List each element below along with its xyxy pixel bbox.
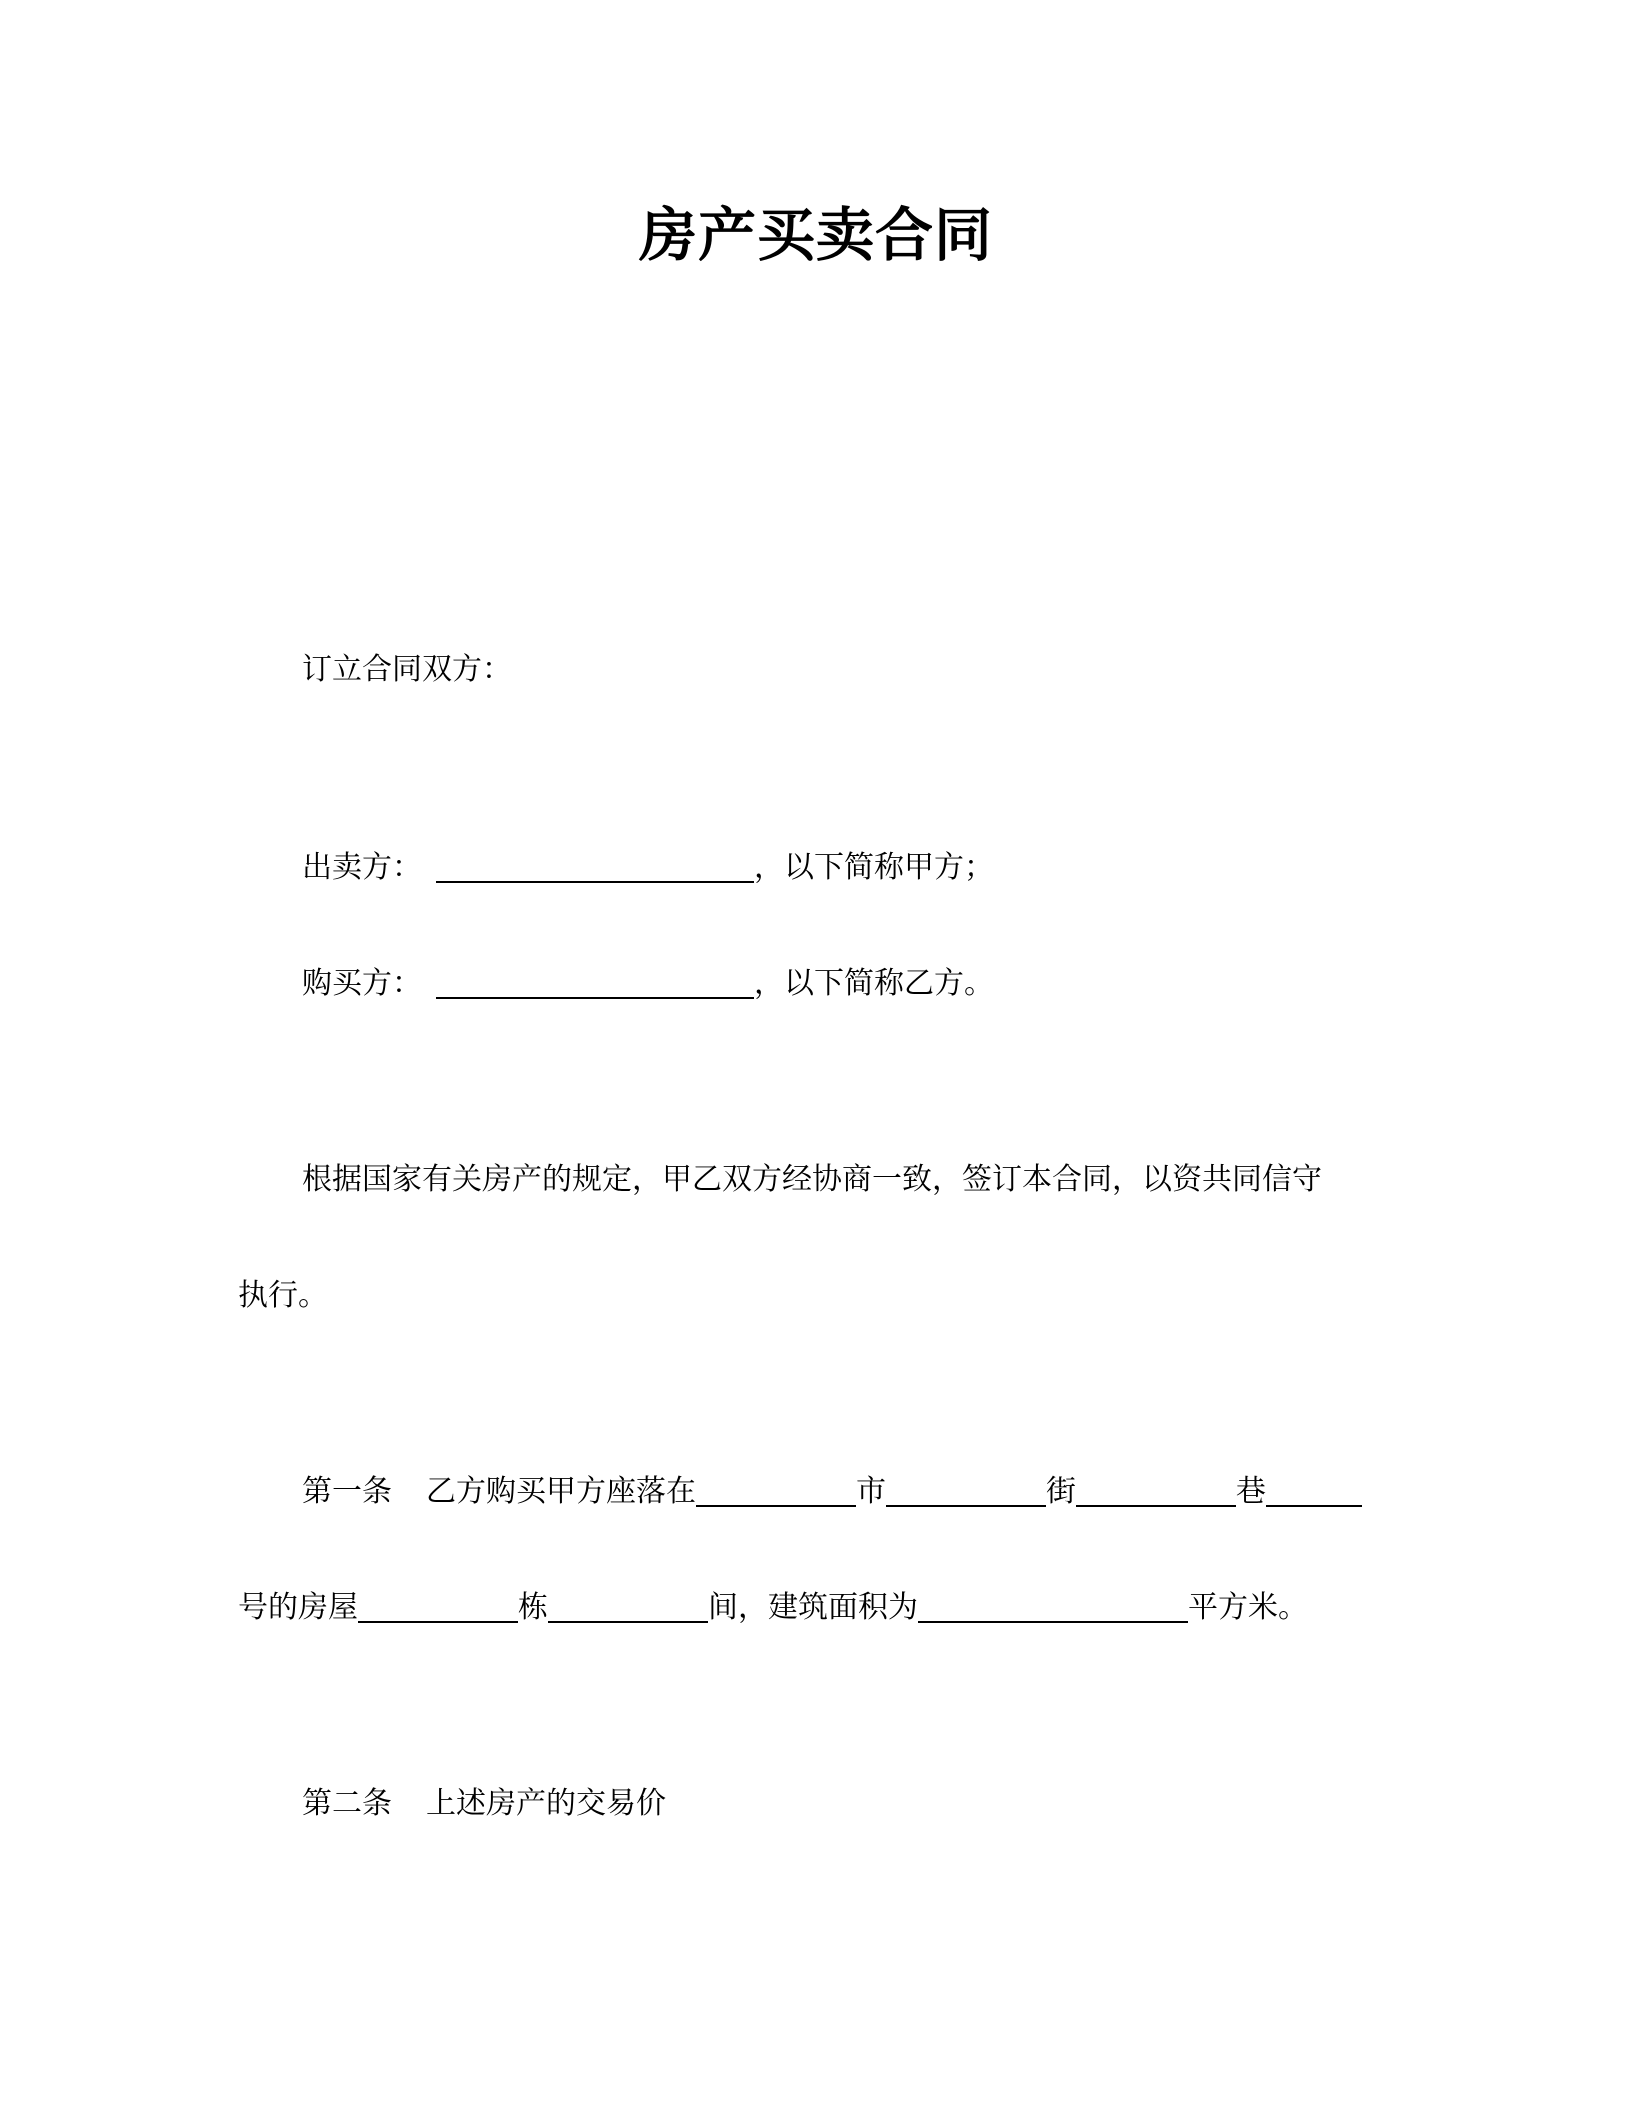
room-blank (548, 1587, 708, 1623)
lane-label: 巷 (1236, 1474, 1266, 1509)
seller-line (302, 846, 994, 890)
building-label: 栋 (518, 1590, 548, 1625)
city-label: 市 (856, 1474, 886, 1509)
article-1-line-2 (238, 1586, 1308, 1630)
article-2-line (302, 1782, 666, 1826)
article-2-heading: 第二条 (302, 1786, 392, 1821)
preamble-line-2: 执行。 (238, 1278, 328, 1313)
parties-heading: 订立合同双方： (302, 652, 512, 687)
document-title: 房产买卖合同 (638, 201, 993, 269)
seller-suffix: ，以下简称甲方； (754, 850, 994, 885)
number-blank (1266, 1471, 1362, 1507)
street-blank (886, 1471, 1046, 1507)
seller-label: 出卖方： (302, 850, 422, 885)
article-1-text-1: 乙方购买甲方座落在 (426, 1474, 696, 1509)
article-1-heading: 第一条 (302, 1474, 392, 1509)
lane-blank (1076, 1471, 1236, 1507)
building-blank (358, 1587, 518, 1623)
area-blank (918, 1587, 1188, 1623)
buyer-line (302, 962, 994, 1006)
area-unit: 平方米。 (1188, 1590, 1308, 1625)
seller-name-blank (436, 847, 754, 883)
article-2-text: 上述房产的交易价 (426, 1786, 666, 1821)
street-label: 街 (1046, 1474, 1076, 1509)
article-1-text-2: 号的房屋 (238, 1590, 358, 1625)
buyer-name-blank (436, 963, 754, 999)
article-1-line-1 (302, 1470, 1362, 1514)
room-label: 间，建筑面积为 (708, 1590, 918, 1625)
buyer-label: 购买方： (302, 966, 422, 1001)
buyer-suffix: ，以下简称乙方。 (754, 966, 994, 1001)
preamble-line-1: 根据国家有关房产的规定，甲乙双方经协商一致，签订本合同，以资共同信守 (302, 1162, 1322, 1197)
city-blank (696, 1471, 856, 1507)
